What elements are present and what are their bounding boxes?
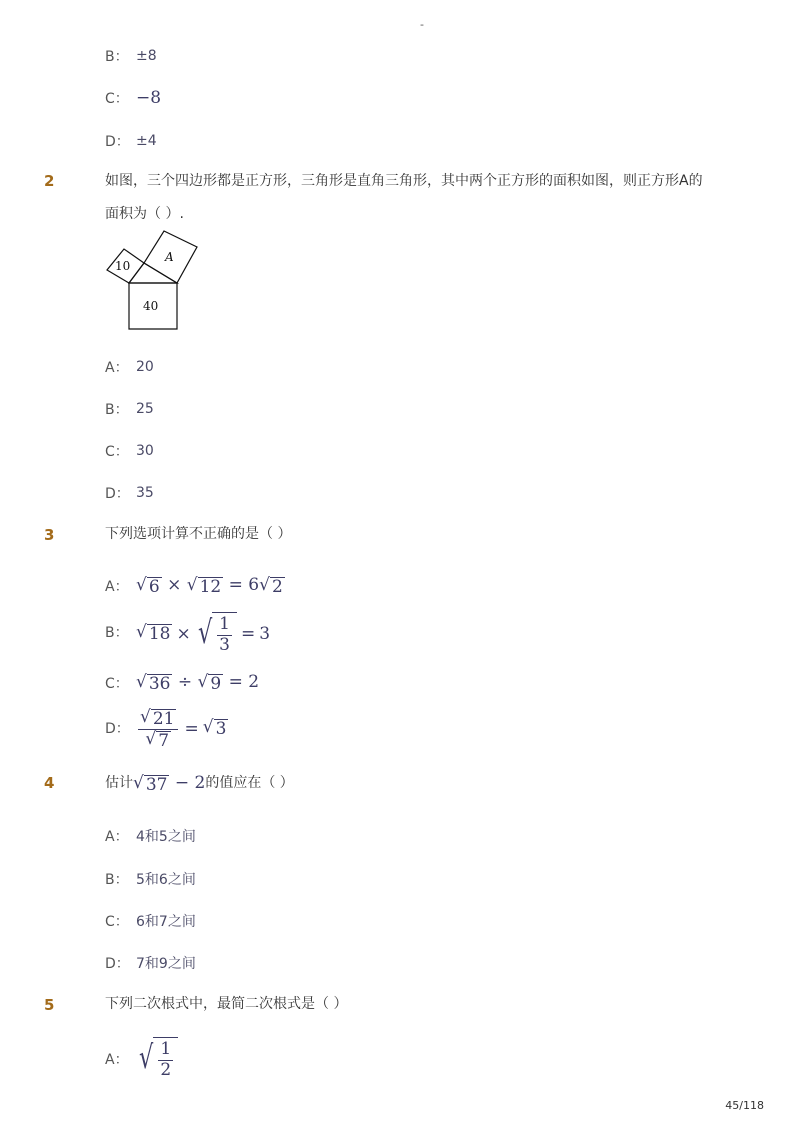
question-2-text-line1: 如图，三个四边形都是正方形，三角形是直角三角形，其中两个正方形的面积如图，则正方形A的	[105, 173, 703, 189]
header-mark: -	[420, 18, 424, 31]
q2-option-c[interactable]	[105, 441, 154, 461]
q4-option-c[interactable]	[105, 911, 196, 931]
option-label: C：	[105, 675, 129, 692]
question-5-text: 下列二次根式中，最简二次根式是（ ）	[105, 996, 348, 1012]
label-10: 10	[115, 259, 131, 273]
option-label: B：	[105, 402, 129, 418]
option-label: D：	[105, 956, 130, 972]
question-number-4: 4	[44, 774, 55, 792]
option-label: C：	[105, 914, 129, 930]
option-text: 20	[136, 359, 154, 375]
math-expression: √ $\frac{1}{2}$	[136, 1037, 178, 1080]
option-label: D：	[105, 721, 130, 737]
option-text: 4和5之间	[136, 829, 196, 845]
option-label: B：	[105, 625, 129, 641]
option-text: −8	[136, 88, 162, 108]
option-label: C：	[105, 91, 129, 107]
q1-option-d[interactable]	[105, 131, 157, 151]
question-number-5: 5	[44, 996, 55, 1014]
option-text: 35	[136, 485, 154, 501]
option-label: B：	[105, 872, 129, 888]
q1-option-b[interactable]	[105, 46, 157, 66]
page-number: 45/118	[725, 1099, 764, 1112]
q4-option-a[interactable]	[105, 826, 196, 846]
label-40: 40	[143, 299, 159, 313]
math-expression: √ 21 √ 7 = √ 3	[140, 707, 227, 751]
option-text: ±8	[136, 48, 157, 64]
option-text: 7和9之间	[136, 956, 196, 972]
question-4-text: 估计 √ 37 − 2 的值应在（ ）	[105, 773, 294, 795]
q3-option-c[interactable]	[105, 672, 259, 694]
q1-option-c[interactable]	[105, 88, 161, 108]
option-text: 5和6之间	[136, 872, 196, 888]
q4-option-d[interactable]	[105, 953, 196, 973]
q2-option-b[interactable]	[105, 399, 154, 419]
q3-option-b[interactable]	[105, 612, 270, 655]
math-expression: √ 18 × √ $\frac{1}{3}$ = 3	[136, 613, 271, 655]
option-label: A：	[105, 829, 129, 845]
option-label: B：	[105, 49, 129, 65]
squares-figure	[100, 225, 205, 335]
option-label: A：	[105, 360, 129, 376]
q3-option-a[interactable]	[105, 575, 285, 597]
option-text: 6和7之间	[136, 914, 196, 930]
math-expression: √ 36 ÷ √ 9 = 2	[136, 672, 260, 694]
question-2-text-line2: 面积为（ ）.	[105, 206, 184, 222]
q2-option-a[interactable]	[105, 357, 154, 377]
q4-option-b[interactable]	[105, 869, 196, 889]
math-expression: √ 6 × √ 12 = 6 √ 2	[136, 575, 283, 597]
option-label: A：	[105, 578, 129, 595]
option-label: D：	[105, 134, 130, 150]
option-label: D：	[105, 486, 130, 502]
q2-option-d[interactable]	[105, 483, 154, 503]
q3-option-d[interactable]	[105, 708, 228, 750]
option-text: ±4	[136, 133, 157, 149]
question-number-3: 3	[44, 526, 55, 544]
option-label: C：	[105, 444, 129, 460]
option-text: 30	[136, 443, 154, 459]
option-label: A：	[105, 1052, 129, 1068]
question-3-text: 下列选项计算不正确的是（ ）	[105, 526, 292, 542]
label-a: A	[165, 250, 174, 264]
question-number-2: 2	[44, 172, 55, 190]
q5-option-a[interactable]	[105, 1037, 178, 1080]
option-text: 25	[136, 401, 154, 417]
